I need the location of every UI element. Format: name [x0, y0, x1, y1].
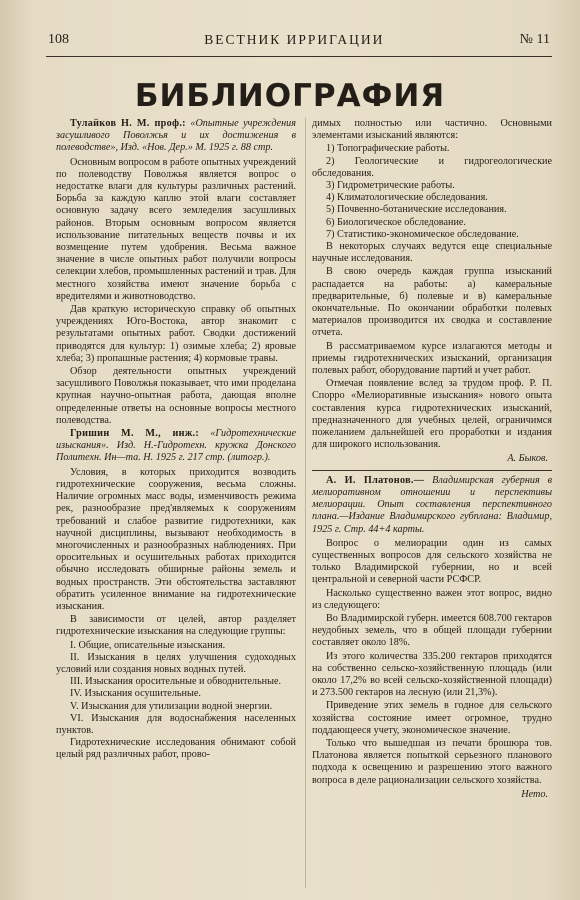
survey-elements-list	[312, 143, 552, 241]
ref3-citation: Владимирская губерния в мелиоративном отношении и перспективы мелиорации. Опыт составления перспективного плана.—Издание Владимирского губплана: Владимир, 1925 г. Стр. 44+4 карты.	[312, 474, 552, 535]
paragraph: В зависимости от целей, автор разделяет гидротехнические изыскания на следующие группы:	[56, 614, 296, 638]
section-heading: БИБЛИОГРАФИЯ	[134, 78, 446, 114]
journal-title: ВЕСТНИК ИРРИГАЦИИ	[204, 32, 385, 47]
list-item: II. Изыскания в целях улучшения судоходных условий или создания новых водных путей.	[56, 651, 296, 675]
paragraph: Только что вышедшая из печати брошюра тов. Платонова является попыткой серьезного планового подхода к освещению и разрешению этого важного вопроса в деле рационализации сельского хозяйства.	[312, 737, 552, 786]
paragraph: Приведение этих земель в годное для сельского хозяйства состояние имеет огромное, трудно поддающееся учету, экономическое значение.	[312, 700, 552, 736]
ref2-author: Гришин М. М., инж.:	[70, 428, 200, 440]
paragraph: Во Владимирской губерн. имеется 608.700 гектаров неудобных земель, что в общей площади губернии составляет около 18%.	[312, 612, 552, 649]
list-item: 5) Почвенно-ботанические исследования.	[326, 204, 507, 216]
paragraph: В свою очередь каждая группа изысканий распадается на работы: а) камеральные предварительные, б) полевые и в) камеральные окончательные. По окончании обработки полевых материалов производится их сводка и составление отчета.	[312, 266, 552, 339]
ref1-author: Тулайков Н. М. проф.:	[70, 118, 186, 129]
paragraph: Вопрос о мелиорации один из самых существенных вопросов для сельского хозяйства не только Владимирской губернии, но и всей центральной и северной части РСФСР.	[312, 537, 552, 586]
list-item: III. Изыскания оросительные и обводнительные.	[70, 676, 282, 688]
list-item: 7) Статистико-экономическое обследование.	[326, 228, 519, 240]
review-reference-2	[56, 428, 296, 465]
page-header	[48, 28, 550, 52]
left-column	[56, 118, 296, 763]
paragraph: В рассматриваемом курсе излагаются методы и приемы гидротехнических изысканий, организация полевых работ, оборудование партий и учет работ.	[312, 340, 552, 377]
review-signature-2: Нето.	[521, 788, 548, 800]
ref1-citation: «Опытные учреждения засушливого Поволжья и их достижения в полеводстве», Изд. «Нов. Дер.» М. 1925 г. 88 стр.	[56, 118, 296, 154]
ref3-author: А. И. Платонов.—	[326, 474, 425, 486]
review-reference-3	[312, 475, 552, 536]
page-number: 108	[48, 32, 69, 47]
paragraph: димых полностью или частично. Основными элементами изысканий являются:	[312, 118, 552, 142]
paragraph: Гидротехнические исследования обнимают собой целый ряд различных работ, прово-	[56, 737, 296, 761]
column-gutter	[305, 118, 306, 888]
list-item: 3) Гидрометрические работы.	[326, 180, 455, 192]
review-reference-1	[56, 118, 296, 155]
paragraph: Основным вопросом в работе опытных учреждений по полеводству Поволжья является вопрос о недостатке влаги для культуры различных растений. Борьба за каждую каплю этой влаги составляет основную задачу всего земледелия засушливых районов. Вторым основным вопросом является использование питательных веществ почвы и их возмещение путем удобрения. Весьма важное значение в числе опытных работ получили вопросы селекции хлебов, промышленных растений и трав. Для местного хозяйства имеют значение борьба с вредителями и животноводство.	[56, 156, 297, 302]
ref2-citation: «Гидротехнические изыскания». Изд. Н.-Гидротехн. кружка Донского Политехн. Ин—та. Н. 1925 г. 217 стр. (литогр.).	[56, 428, 296, 464]
paragraph: Отмечая появление вслед за трудом проф. Р. П. Спорро «Мелиоративные изыскания» нового опыта составления курса гидротехнических изысканий, предназначенного для учебных целей, ограничимся пожеланием дальнейшей его проработки и издания для широкого использования.	[312, 378, 552, 451]
list-item: I. Общие, описательные изыскания.	[70, 639, 226, 651]
survey-groups-list	[56, 640, 296, 738]
list-item: IV. Изыскания осушительные.	[70, 688, 201, 700]
right-column	[312, 118, 552, 805]
issue-number: № 11	[519, 32, 550, 47]
list-item: VI. Изыскания для водоснабжения населенных пунктов.	[56, 712, 296, 736]
list-item: 4) Климатологические обследования.	[326, 192, 488, 204]
list-item: 6) Биологическое обследование.	[326, 216, 466, 228]
list-item: 2) Геологические и гидрогеологические обследования.	[312, 155, 552, 179]
list-item: 1) Топографические работы.	[326, 143, 450, 155]
paragraph: Обзор деятельности опытных учреждений засушливого Поволжья показывает, что ими проделана крупная научно-опытная работа, дающая вполне определенные ответы на основные вопросы местного полеводства.	[56, 366, 296, 426]
paragraph: Условия, в которых приходится возводить гидротехнические сооружения, весьма сложны. Наличие огромных масс воды, изменчивость режима рек, разнообразие пред'являемых к сооружениям требований и слабое развитие гидротехники, как научной дисциплины, вызывают необходимость в многочисленных и разнообразных наблюдениях. При оросительных и осушительных работах приходится обычно исследовать обширные районы земель и водных пространств. Эти обстоятельства заставляют обратить усиленное внимание на гидротехнические изыскания.	[56, 466, 296, 612]
paragraph: Насколько существенно важен этот вопрос, видно из следующего:	[312, 587, 552, 611]
paragraph: Из этого количества 335.200 гектаров приходятся на собственно сельско-хозяйственную площадь (или около 17,2% во всей сельско-хозяйственной площади) и 273.500 гектаров на лесную (или 21,3%).	[312, 650, 552, 699]
list-item: V. Изыскания для утилизации водной энергии.	[70, 700, 273, 712]
review-signature-1: А. Быков.	[507, 453, 548, 465]
review-separator	[312, 470, 552, 471]
header-rule	[46, 56, 552, 57]
paragraph: Дав краткую историческую справку об опытных учреждениях Юго-Востока, автор знакомит с результатами опытных работ. Сводки достижений приводятся для культур: 1) озимые хлеба; 2) яровые хлеба; 3) пропашные растения; 4) кормовые травы.	[56, 304, 296, 364]
paragraph: В некоторых случаях ведутся еще специальные научные исследования.	[312, 241, 552, 265]
